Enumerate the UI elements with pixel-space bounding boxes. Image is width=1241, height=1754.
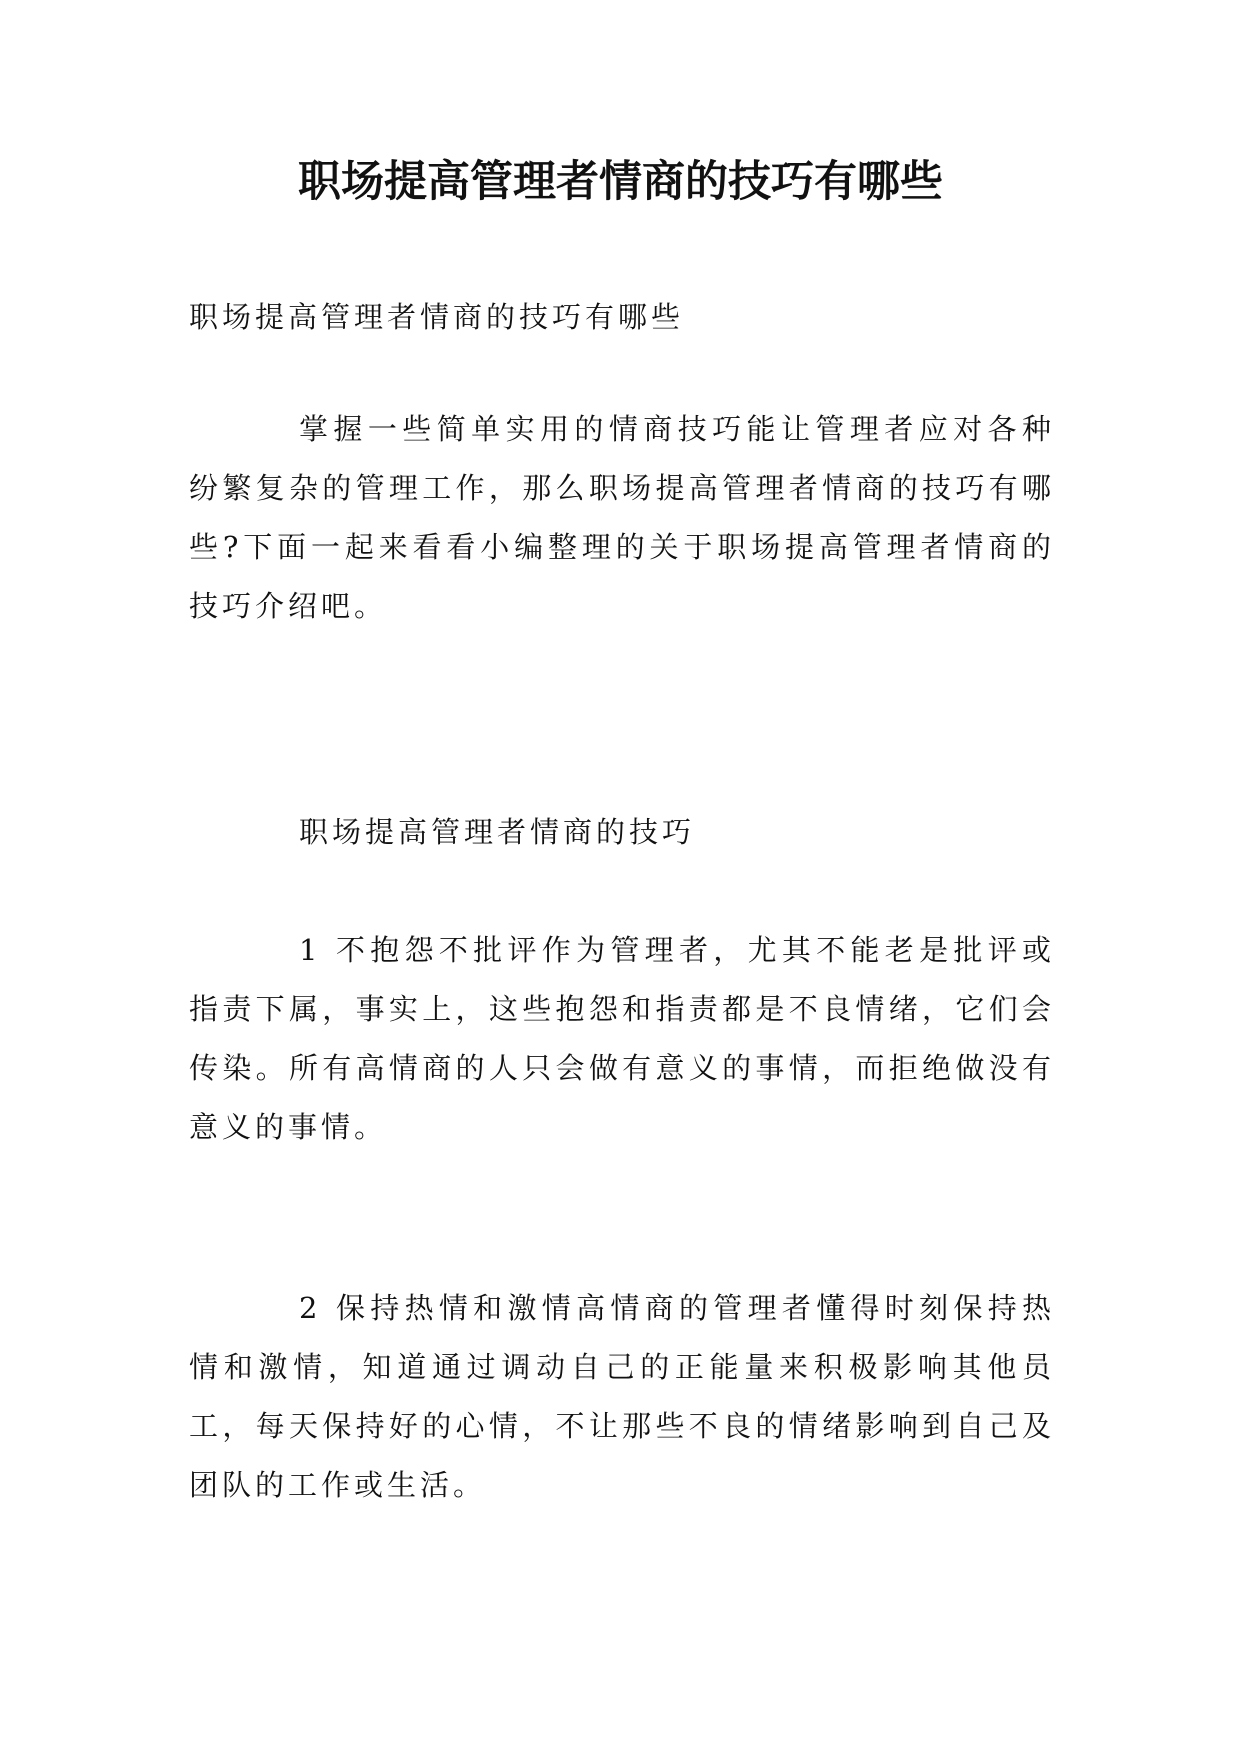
tip-paragraph-1: 1 不抱怨不批评作为管理者，尤其不能老是批评或指责下属，事实上，这些抱怨和指责都是不良情绪，它们会传染。所有高情商的人只会做有意义的事情，而拒绝做没有意义的事情。 — [189, 933, 1055, 1144]
tip-paragraph-2: 2 保持热情和激情高情商的管理者懂得时刻保持热情和激情，知道通过调动自己的正能量来积极影响其他员工，每天保持好的心情，不让那些不良的情绪影响到自己及团队的工作或生活。 — [189, 1291, 1055, 1502]
intro-paragraph: 掌握一些简单实用的情商技巧能让管理者应对各种纷繁复杂的管理工作，那么职场提高管理者情商的技巧有哪些?下面一起来看看小编整理的关于职场提高管理者情商的技巧介绍吧。 — [189, 412, 1055, 623]
document-subtitle: 职场提高管理者情商的技巧有哪些 — [189, 300, 685, 334]
document-title: 职场提高管理者情商的技巧有哪些 — [298, 157, 943, 207]
section-heading: 职场提高管理者情商的技巧 — [299, 815, 696, 849]
